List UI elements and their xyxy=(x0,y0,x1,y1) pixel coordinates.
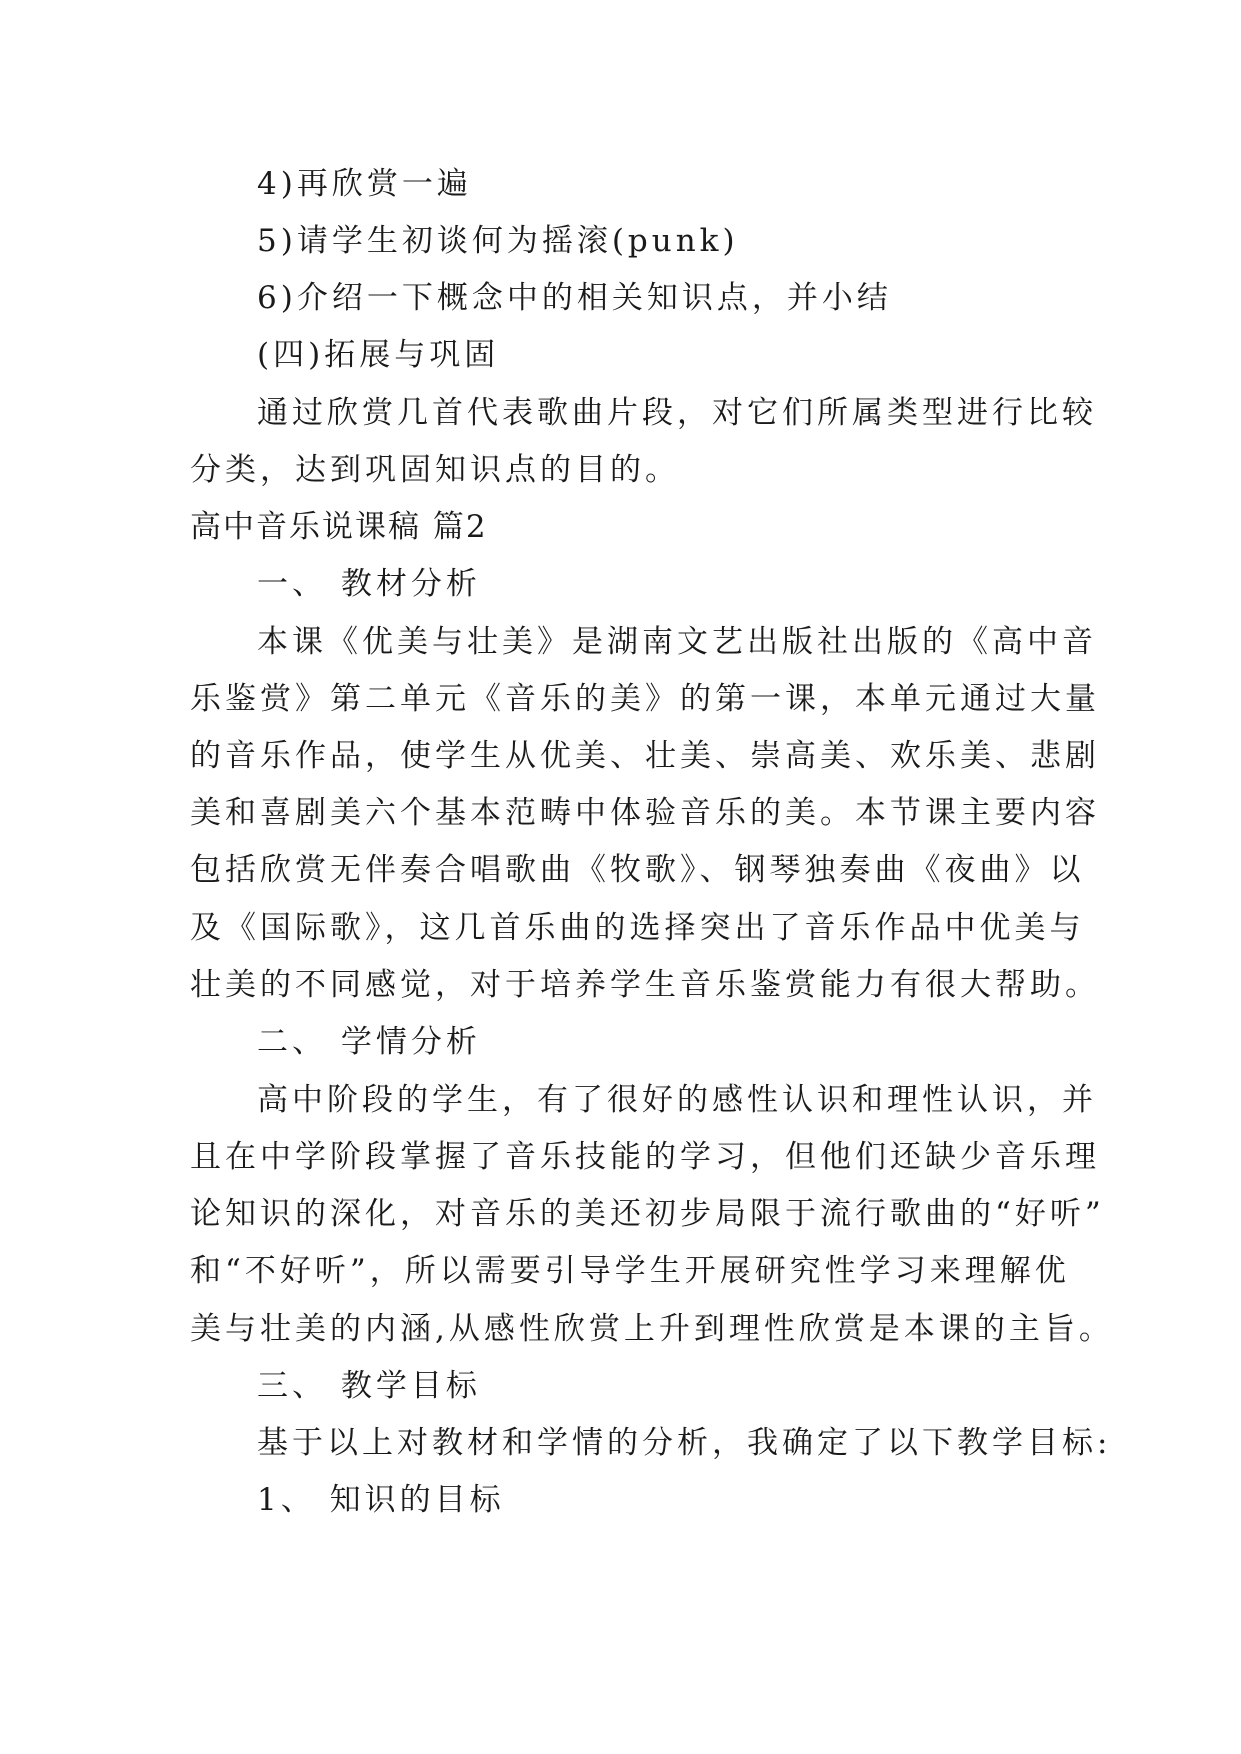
paragraph-line: 和“不好听”，所以需要引导学生开展研究性学习来理解优 xyxy=(190,1253,1070,1289)
section-heading-extend: (四)拓展与巩固 xyxy=(257,337,500,373)
step-6-line: 6)介绍一下概念中的相关知识点，并小结 xyxy=(257,280,892,316)
step-4-line: 4)再欣赏一遍 xyxy=(257,166,472,202)
paragraph-line: 壮美的不同感觉，对于培养学生音乐鉴赏能力有很大帮助。 xyxy=(190,967,1100,1003)
paragraph-line: 的音乐作品，使学生从优美、壮美、崇高美、欢乐美、悲剧 xyxy=(190,738,1100,774)
paragraph-line: 乐鉴赏》第二单元《音乐的美》的第一课，本单元通过大量 xyxy=(190,681,1100,717)
section-heading-materials: 一、 教材分析 xyxy=(257,566,481,602)
paragraph-line: 及《国际歌》，这几首乐曲的选择突出了音乐作品中优美与 xyxy=(190,910,1085,946)
step-5-line: 5)请学生初谈何为摇滚(punk) xyxy=(257,223,739,259)
paragraph-line: 通过欣赏几首代表歌曲片段，对它们所属类型进行比较 xyxy=(257,395,1097,431)
paragraph-line: 美与壮美的内涵,从感性欣赏上升到理性欣赏是本课的主旨。 xyxy=(190,1311,1114,1347)
paragraph-line: 基于以上对教材和学情的分析，我确定了以下教学目标: xyxy=(257,1425,1112,1461)
paragraph-line: 本课《优美与壮美》是湖南文艺出版社出版的《高中音 xyxy=(257,624,1097,660)
paragraph-line: 分类，达到巩固知识点的目的。 xyxy=(190,452,680,488)
section-heading-goals: 三、 教学目标 xyxy=(257,1368,481,1404)
paragraph-line: 美和喜剧美六个基本范畴中体验音乐的美。本节课主要内容 xyxy=(190,795,1100,831)
paragraph-line: 且在中学阶段掌握了音乐技能的学习，但他们还缺少音乐理 xyxy=(190,1139,1100,1175)
subsection-heading-knowledge: 1、 知识的目标 xyxy=(257,1482,505,1518)
article-title: 高中音乐说课稿 篇2 xyxy=(190,509,488,545)
section-heading-students: 二、 学情分析 xyxy=(257,1024,481,1060)
paragraph-line: 包括欣赏无伴奏合唱歌曲《牧歌》、钢琴独奏曲《夜曲》以 xyxy=(190,852,1085,888)
paragraph-line: 论知识的深化，对音乐的美还初步局限于流行歌曲的“好听” xyxy=(190,1196,1105,1232)
paragraph-line: 高中阶段的学生，有了很好的感性认识和理性认识，并 xyxy=(257,1082,1097,1118)
